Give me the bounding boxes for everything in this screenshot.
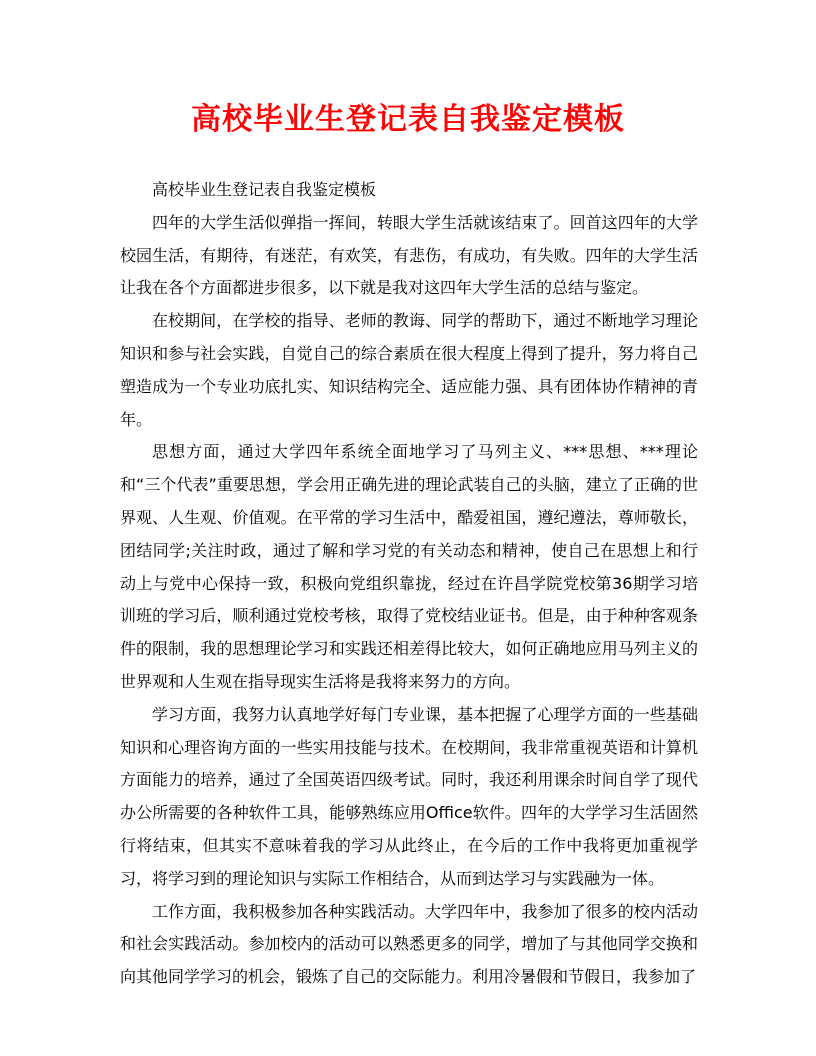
body-paragraph-ideology: 思想方面，通过大学四年系统全面地学习了马列主义、***思想、***理论和“三个代表”重要思想，学会用正确先进的理论武装自己的头脑，建立了正确的世界观、人生观、价值观。在平常的学习生活中，酷爱祖国，遵纪遵法，尊师敬长，团结同学;关注时政，通过了解和学习党的有关动态和精神，使自己在思想上和行动上与党中心保持一致，积极向党组织靠拢，经过在许昌学院党校第36期学习培训班的学习后，顺利通过党校考核，取得了党校结业证书。但是，由于种种客观条件的限制，我的思想理论学习和实践还相差得比较大，如何正确地应用马列主义的世界观和人生观在指导现实生活将是我将来努力的方向。: [120, 442, 698, 691]
body-paragraph-study: 学习方面，我努力认真地学好每门专业课，基本把握了心理学方面的一些基础知识和心理咨询方面的一些实用技能与技术。在校期间，我非常重视英语和计算机方面能力的培养，通过了全国英语四级考试。同时，我还利用课余时间自学了现代办公所需要的各种软件工具，能够熟练应用Office软件。四年的大学学习生活固然行将结束，但其实不意味着我的学习从此终止，在今后的工作中我将更加重视学习，将学习到的理论知识与实际工作相结合，从而到达学习与实践融为一体。: [120, 704, 698, 888]
document-title: 高校毕业生登记表自我鉴定模板: [191, 102, 625, 137]
body-paragraph-subtitle: 高校毕业生登记表自我鉴定模板: [152, 180, 377, 199]
body-paragraph-intro: 四年的大学生活似弹指一挥间，转眼大学生活就该结束了。回首这四年的大学校园生活，有期待，有迷茫，有欢笑，有悲伤，有成功，有失败。四年的大学生活让我在各个方面都进步很多，以下就是我对这四年大学生活的总结与鉴定。: [120, 212, 698, 298]
body-paragraph-work: 工作方面，我积极参加各种实践活动。大学四年中，我参加了很多的校内活动和社会实践活动。参加校内的活动可以熟悉更多的同学，增加了与其他同学交换和向其他同学学习的机会，锻炼了自己的交际能力。利用冷暑假和节假日，我参加了: [120, 901, 698, 987]
body-paragraph-school-period: 在校期间，在学校的指导、老师的教诲、同学的帮助下，通过不断地学习理论知识和参与社会实践，自觉自己的综合素质在很大程度上得到了提升，努力将自己塑造成为一个专业功底扎实、知识结构完全、适应能力强、具有团体协作精神的青年。: [120, 311, 698, 429]
document-body: [120, 174, 698, 994]
